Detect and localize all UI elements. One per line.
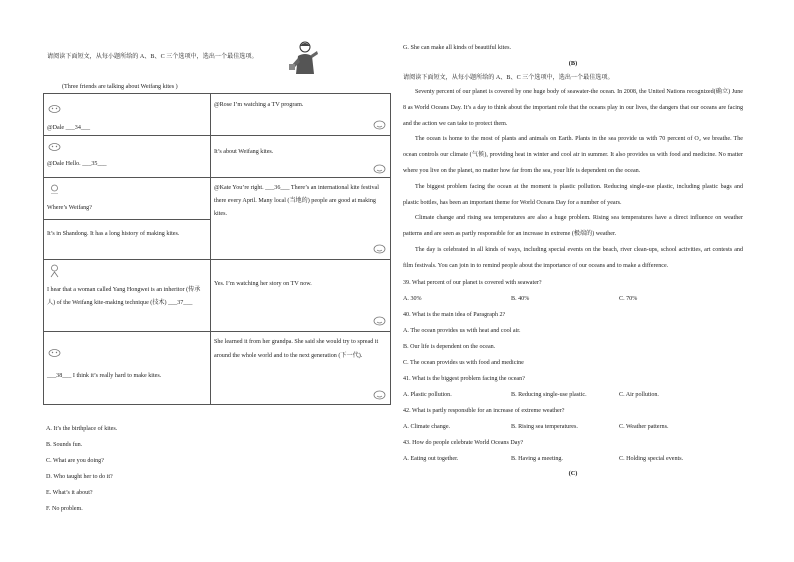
table-cell: [44, 332, 211, 405]
table-cell: [44, 178, 211, 220]
passage-paragraph: The biggest problem facing the ocean at the moment is plastic pollution. Reducing single-use plastic, including plastic bags and plastic bottles, has been an important theme for World Oceans Day for a number of years.: [403, 183, 743, 206]
dialogue-table: [43, 93, 391, 405]
table-cell: [211, 260, 391, 332]
option-item: C. What are you doing?: [46, 458, 104, 464]
previous-option: G. She can make all kinds of beautiful kites.: [403, 45, 511, 51]
avatar-icon: [373, 390, 386, 400]
section-c-label: (C): [568, 469, 578, 477]
table-cell: [44, 94, 211, 136]
instruction-left: 请阅读下面短文，从每小题所给的 A、B、C 三个选项中，选出一个最佳选项。: [47, 54, 258, 60]
dialogue-text: @Rose I’m watching a TV program.: [214, 102, 304, 108]
dialogue-text: ___38___ I think it’s really hard to make kites.: [47, 373, 162, 379]
table-cell: [211, 332, 391, 405]
dialogue-text: It’s in Shandong. It has a long history of making kites.: [47, 231, 180, 237]
avatar-icon: [48, 264, 61, 278]
passage-paragraph: Seventy percent of our planet is covered by one huge body of seawater-the ocean. In 2008, the United Nations recognized(确立) June 8 as World Oceans Day. It’s a day to think about the important role that the oceans play in our lives, the dangers that our oceans are facing and the action we can take to protect them.: [403, 89, 743, 127]
answer-option: A. Plastic pollution.: [403, 391, 452, 398]
answer-option: B. Having a meeting.: [511, 455, 563, 462]
answer-option: C. Holding special events.: [619, 455, 684, 462]
instruction-right: 请阅读下面短文，从每小题所给的 A、B、C 三个选项中，选出一个最佳选项。: [403, 75, 614, 81]
answer-option: A. The ocean provides us with heat and cool air.: [403, 327, 521, 334]
dialogue-text: @Dale ___34___: [47, 125, 91, 131]
answer-option: B. Rising sea temperatures.: [511, 423, 578, 430]
table-cell: [44, 136, 211, 178]
section-b-label: (B): [568, 60, 578, 67]
dialogue-text: Where’s Weifang?: [47, 205, 92, 211]
table-cell: [44, 260, 211, 332]
avatar-icon: [48, 142, 61, 152]
question-42: 42. What is partly responsible for an increase of extreme weather?: [403, 407, 565, 414]
answer-option: C. Air pollution.: [619, 391, 659, 398]
avatar-icon: [373, 244, 386, 254]
option-item: A. It’s the birthplace of kites.: [46, 426, 118, 432]
table-cell: [211, 94, 391, 136]
dialogue-text: Yes. I’m watching her story on TV now.: [214, 281, 312, 287]
dialogue-text: It’s about Weifang kites.: [214, 149, 274, 155]
option-item: B. Sounds fun.: [46, 442, 83, 448]
answer-option: A. 30%: [403, 295, 422, 302]
right-column: [403, 40, 743, 481]
person-illustration-icon: [289, 40, 319, 76]
dialogue-text: I hear that a woman called Yang Hongwei is an inheritor (传承人) of the Weifang kite-making technique (技术) ___37___: [47, 287, 201, 306]
answer-option: B. 40%: [511, 295, 530, 302]
answer-option: C. 70%: [619, 295, 638, 302]
option-item: D. Who taught her to do it?: [46, 474, 113, 480]
dialogue-text: @Kate You’re right. ___36___ There’s an international kite festival there every April. Many local (当地的) people are good at making kites.: [214, 185, 379, 217]
passage-paragraph: The ocean is home to the most of plants and animals on Earth. Plants in the sea provide us with 70 percent of O₂ we breathe. The ocean controls our climate (气候), providing heat in winter and cool air in summer. It also provides us with food and medicine. No matter where you live on the planet, no matter how far from the sea, your life is dependent on the ocean.: [403, 136, 743, 174]
passage-paragraph: Climate change and rising sea temperatures are also a huge problem. Rising sea temperatures have a direct influence on weather patterns and are seen as partly responsible for an increase in extreme (极端的) weather.: [403, 215, 743, 238]
question-39: 39. What percent of our planet is covered with seawater?: [403, 279, 542, 286]
table-cell: [211, 136, 391, 178]
answer-option: B. Reducing single-use plastic.: [511, 391, 587, 398]
table-cell: [44, 220, 211, 260]
avatar-icon: [373, 316, 386, 326]
answer-option: C. Weather patterns.: [619, 423, 669, 430]
question-41: 41. What is the biggest problem facing the ocean?: [403, 375, 525, 382]
avatar-icon: [48, 348, 61, 358]
answer-option: A. Eating out together.: [403, 455, 459, 462]
avatar-icon: [48, 184, 61, 194]
passage-paragraph: The day is celebrated in all kinds of ways, including special events on the beach, river clean-ups, school activities, art contests and film festivals. You can join in to remind people about the importance of our oceans and to make a difference.: [403, 246, 743, 269]
dialogue-caption: (Three friends are talking about Weifang kites ): [62, 84, 178, 90]
question-41-options: [403, 387, 743, 403]
answer-option: C. The ocean provides us with food and medicine: [403, 359, 524, 366]
dialogue-text: @Dale Hello. ___35___: [47, 161, 107, 167]
option-item: E. What’s it about?: [46, 490, 93, 496]
dialogue-text: She learned it from her grandpa. She said she would try to spread it around the whole world and to the next generation (下一代).: [214, 339, 379, 359]
question-42-options: [403, 419, 743, 435]
answer-option: B. Our life is dependent on the ocean.: [403, 343, 496, 350]
table-cell: [211, 178, 391, 260]
question-39-options: [403, 291, 743, 307]
question-43-options: [403, 451, 743, 467]
avatar-icon: [48, 104, 61, 114]
answer-option: A. Climate change.: [403, 423, 451, 430]
option-item: F. No problem.: [46, 506, 83, 512]
question-43: 43. How do people celebrate World Oceans Day?: [403, 439, 524, 446]
avatar-icon: [373, 164, 386, 174]
avatar-icon: [373, 120, 386, 130]
question-40: 40. What is the main idea of Paragraph 2?: [403, 311, 506, 318]
